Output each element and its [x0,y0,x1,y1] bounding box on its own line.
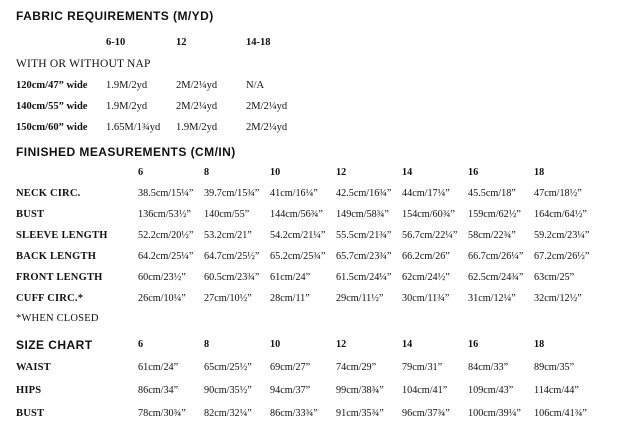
row-label: BACK LENGTH [16,251,97,262]
finished-measurements-title: FINISHED MEASUREMENTS (CM/IN) [16,145,236,159]
measurement-value: 114cm/44” [534,385,579,396]
size-column-header: 12 [336,339,347,350]
table-row [16,96,605,117]
measurement-value: 62cm/24½” [402,272,450,283]
measurement-value: 104cm/41” [402,385,448,396]
measurement-value: 79cm/31” [402,362,443,373]
measurement-value: 30cm/11¾” [402,293,450,304]
measurement-value: 86cm/34” [138,385,179,396]
measurement-value: 89cm/35” [534,362,575,373]
row-label: HIPS [16,385,42,396]
measurement-value: 154cm/60¾” [402,209,455,220]
measurement-value: 65.2cm/25¾” [270,251,326,262]
fabric-requirements-section [16,8,605,138]
measurement-value: 59.2cm/23¼” [534,230,590,241]
measurement-value: 100cm/39¼” [468,408,521,419]
row-label: 150cm/60” wide [16,122,88,133]
spacer [16,32,106,53]
measurement-value: 90cm/35½” [204,385,252,396]
measurement-value: 61.5cm/24¼” [336,272,392,283]
measurement-value: 96cm/37¾” [402,408,450,419]
measurement-value: 27cm/10½” [204,293,252,304]
row-label: NECK CIRC. [16,188,81,199]
measurement-value: 44cm/17¼” [402,188,450,199]
measurement-value: 140cm/55” [204,209,250,220]
size-column-header: 6 [138,167,144,178]
measurement-value: 61cm/24” [138,362,179,373]
measurement-value: 84cm/33” [468,362,509,373]
size-column-header: 8 [204,339,210,350]
measurement-value: 109cm/43” [468,385,514,396]
table-row [16,204,605,225]
measurement-value: 31cm/12¼” [468,293,516,304]
table-row [16,75,605,96]
size-chart-title: SIZE CHART [16,338,93,352]
spacer [16,162,138,183]
size-column-header: 14-18 [246,37,271,48]
row-label: BUST [16,408,45,419]
measurement-value: 56.7cm/22¼” [402,230,458,241]
size-column-header: 16 [468,339,479,350]
fabric-value: 1.9M/2yd [176,122,218,133]
size-column-header: 10 [270,167,281,178]
measurement-value: 66.2cm/26” [402,251,450,262]
measurement-value: 69cm/27” [270,362,311,373]
measurement-value: 78cm/30¾” [138,408,186,419]
measurement-value: 136cm/53½” [138,209,191,220]
measurement-value: 66.7cm/26¼” [468,251,524,262]
measurement-value: 65.7cm/23¾” [336,251,392,262]
measurement-value: 26cm/10¼” [138,293,186,304]
measurement-value: 52.2cm/20½” [138,230,194,241]
measurement-value: 60cm/23½” [138,272,186,283]
fabric-value: 2M/2¼yd [176,101,218,112]
measurement-value: 61cm/24” [270,272,311,283]
size-chart-header-row [16,334,605,356]
measurement-value: 28cm/11” [270,293,310,304]
size-column-header: 6-10 [106,37,126,48]
row-label: SLEEVE LENGTH [16,230,108,241]
nap-note: WITH OR WITHOUT NAP [16,58,151,70]
size-chart-section [16,334,605,425]
measurement-value: 144cm/56¾” [270,209,323,220]
measurement-value: 164cm/64½” [534,209,587,220]
size-column-header: 10 [270,339,281,350]
table-row [16,246,605,267]
measurement-value: 91cm/35¾” [336,408,384,419]
size-column-header: 8 [204,167,210,178]
fabric-value: N/A [246,80,265,91]
measurement-value: 41cm/16¼” [270,188,318,199]
measurement-value: 65cm/25½” [204,362,252,373]
measurement-value: 64.2cm/25¼” [138,251,194,262]
measurement-value: 82cm/32¼” [204,408,252,419]
table-row [16,183,605,204]
table-row [16,379,605,402]
measurement-value: 45.5cm/18” [468,188,516,199]
size-column-header: 18 [534,339,545,350]
measurement-value: 99cm/38¾” [336,385,384,396]
size-column-header: 6 [138,339,144,350]
table-row [16,225,605,246]
row-label: CUFF CIRC.* [16,293,84,304]
size-column-header: 18 [534,167,545,178]
row-label: WAIST [16,362,51,373]
table-row [16,117,605,138]
finished-measurements-section [16,144,605,329]
measurement-value: 58cm/22¾” [468,230,516,241]
fabric-requirements-title: FABRIC REQUIREMENTS (M/YD) [16,9,214,23]
measurement-value: 47cm/18½” [534,188,582,199]
measurement-value: 54.2cm/21¼” [270,230,326,241]
fabric-value: 1.9M/2yd [106,101,148,112]
measurement-value: 63cm/25” [534,272,575,283]
measurement-value: 64.7cm/25½” [204,251,260,262]
measurement-value: 42.5cm/16¾” [336,188,392,199]
measurement-value: 74cm/29” [336,362,377,373]
measurement-value: 53.2cm/21” [204,230,252,241]
measurement-value: 67.2cm/26½” [534,251,590,262]
measurement-value: 60.5cm/23¾” [204,272,260,283]
measurement-value: 38.5cm/15¼” [138,188,194,199]
row-label: 120cm/47” wide [16,80,88,91]
fabric-value: 1.9M/2yd [106,80,148,91]
measurement-value: 32cm/12½” [534,293,582,304]
size-column-header: 12 [176,37,187,48]
table-row [16,402,605,425]
measurement-value: 39.7cm/15¾” [204,188,260,199]
measurement-value: 94cm/37” [270,385,311,396]
fabric-value: 2M/2¼yd [246,122,288,133]
measurement-value: 86cm/33¾” [270,408,318,419]
row-label: 140cm/55” wide [16,101,88,112]
table-row [16,356,605,379]
measurement-value: 29cm/11½” [336,293,384,304]
size-column-header: 14 [402,167,413,178]
table-row [16,267,605,288]
measurement-value: 159cm/62½” [468,209,521,220]
measurement-value: 106cm/41¾” [534,408,587,419]
row-label: FRONT LENGTH [16,272,103,283]
fabric-value: 2M/2¼yd [246,101,288,112]
when-closed-footnote: *WHEN CLOSED [16,313,99,324]
size-column-header: 16 [468,167,479,178]
fabric-value: 2M/2¼yd [176,80,218,91]
finished-size-header-row [16,162,605,183]
size-column-header: 12 [336,167,347,178]
measurement-value: 55.5cm/21¾” [336,230,392,241]
fabric-value: 1.65M/1¾yd [106,122,161,133]
measurement-value: 62.5cm/24¾” [468,272,524,283]
size-column-header: 14 [402,339,413,350]
fabric-size-header-row [16,32,605,53]
table-row [16,288,605,309]
measurement-value: 149cm/58¾” [336,209,389,220]
row-label: BUST [16,209,45,220]
